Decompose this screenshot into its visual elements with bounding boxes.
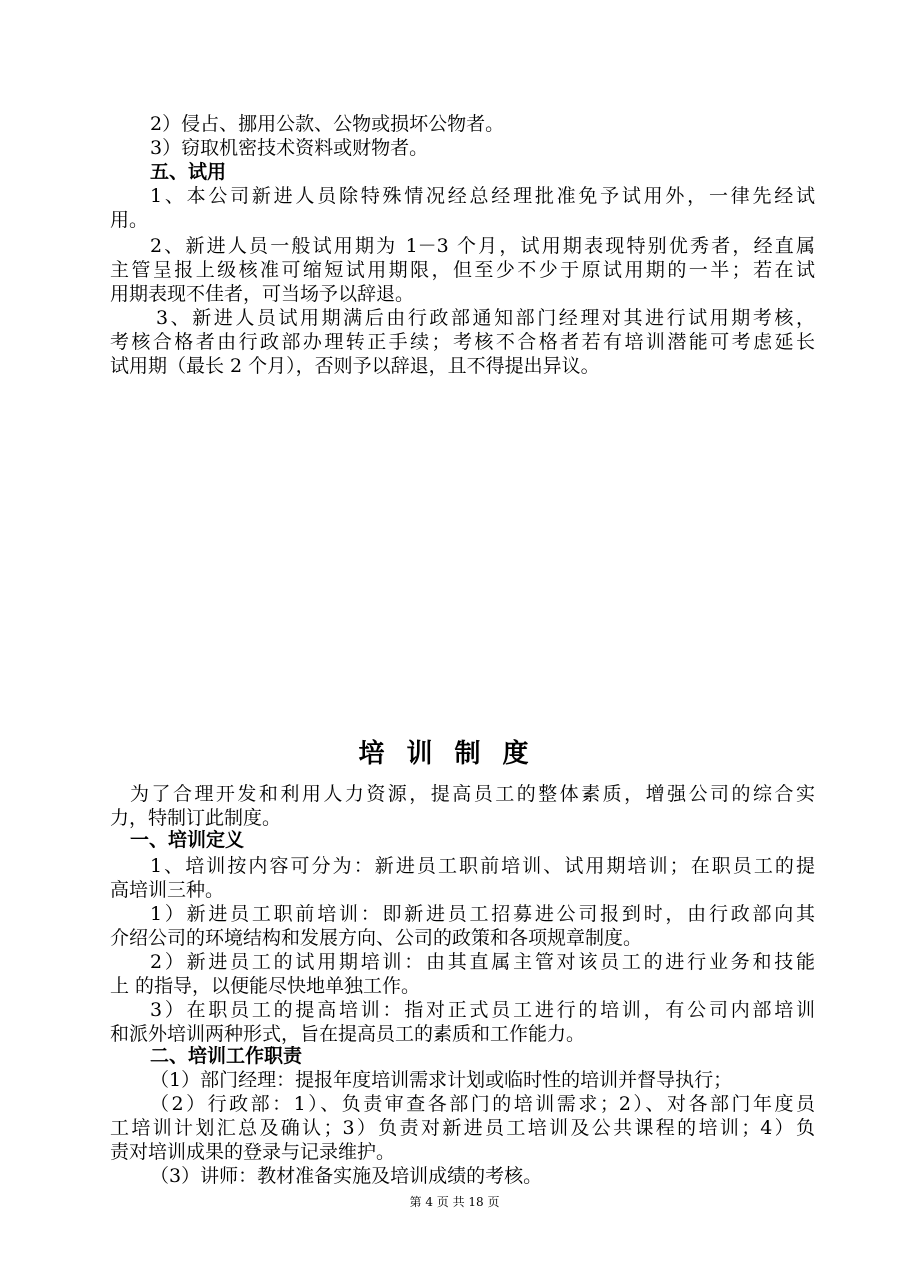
probation-p2-line1: 2、新进人员一般试用期为 1－3 个月，试用期表现特别优秀者，经直属 [150, 235, 815, 257]
definition-p1-line1: 1、培训按内容可分为：新进员工职前培训、试用期培训；在职员工的提 [150, 855, 815, 877]
probation-p1-line2: 用。 [110, 209, 149, 231]
definition-p1-line2: 高培训三种。 [110, 879, 225, 901]
definition-p3-line2: 上 的指导，以便能尽快地单独工作。 [110, 975, 421, 997]
definition-p2-line2: 介绍公司的环境结构和发展方向、公司的政策和各项规章制度。 [110, 927, 643, 949]
duty-item-3: （3）讲师：教材准备实施及培训成绩的考核。 [150, 1165, 543, 1187]
probation-p1-line1: 1、本公司新进人员除特殊情况经总经理批准免予试用外，一律先经试 [150, 185, 815, 207]
probation-p2-line3: 用期表现不佳者，可当场予以辞退。 [110, 283, 415, 305]
duty-item-2-line3: 责对培训成果的登录与记录维护。 [110, 1141, 396, 1163]
duty-item-2-line1: （2）行政部：1）、负责审查各部门的培训需求；2）、对各部门年度员 [150, 1093, 815, 1115]
probation-p3-line1: 3、新进人员试用期满后由行政部通知部门经理对其进行试用期考核， [156, 307, 815, 329]
clause-item-2: 2）侵占、挪用公款、公物或损坏公物者。 [150, 113, 505, 135]
section-heading-probation: 五、试用 [150, 161, 227, 183]
definition-p2-line1: 1）新进员工职前培训：即新进员工招募进公司报到时，由行政部向其 [150, 903, 815, 925]
probation-p2-line2: 主管呈报上级核准可缩短试用期限，但至少不少于原试用期的一半；若在试 [110, 259, 815, 281]
clause-item-3: 3）窃取机密技术资料或财物者。 [150, 137, 429, 159]
definition-p4-line2: 和派外培训两种形式，旨在提高员工的素质和工作能力。 [110, 1023, 586, 1045]
probation-p3-line3: 试用期（最长 2 个月），否则予以辞退，且不得提出异议。 [110, 355, 600, 377]
probation-p3-line2: 考核合格者由行政部办理转正手续；考核不合格者若有培训潜能可考虑延长 [110, 331, 815, 353]
heading-training-duties: 二、培训工作职责 [150, 1045, 303, 1067]
duty-item-2-line2: 工培训计划汇总及确认；3）负责对新进员工培训及公共课程的培训；4）负 [110, 1117, 815, 1139]
definition-p3-line1: 2）新进员工的试用期培训：由其直属主管对该员工的进行业务和技能 [150, 951, 815, 973]
page-number: 第 4 页 共 18 页 [409, 1195, 500, 1209]
training-intro-line2: 力，特制订此制度。 [110, 807, 282, 829]
duty-item-1: （1）部门经理：提报年度培训需求计划或临时性的培训并督导执行； [150, 1069, 733, 1091]
training-intro-line1: 为了合理开发和利用人力资源，提高员工的整体素质，增强公司的综合实 [130, 783, 815, 805]
definition-p4-line1: 3）在职员工的提高培训：指对正式员工进行的培训，有公司内部培训 [150, 999, 815, 1021]
heading-training-definition: 一、培训定义 [130, 829, 245, 851]
section-title-training: 培训制度 [358, 739, 551, 769]
